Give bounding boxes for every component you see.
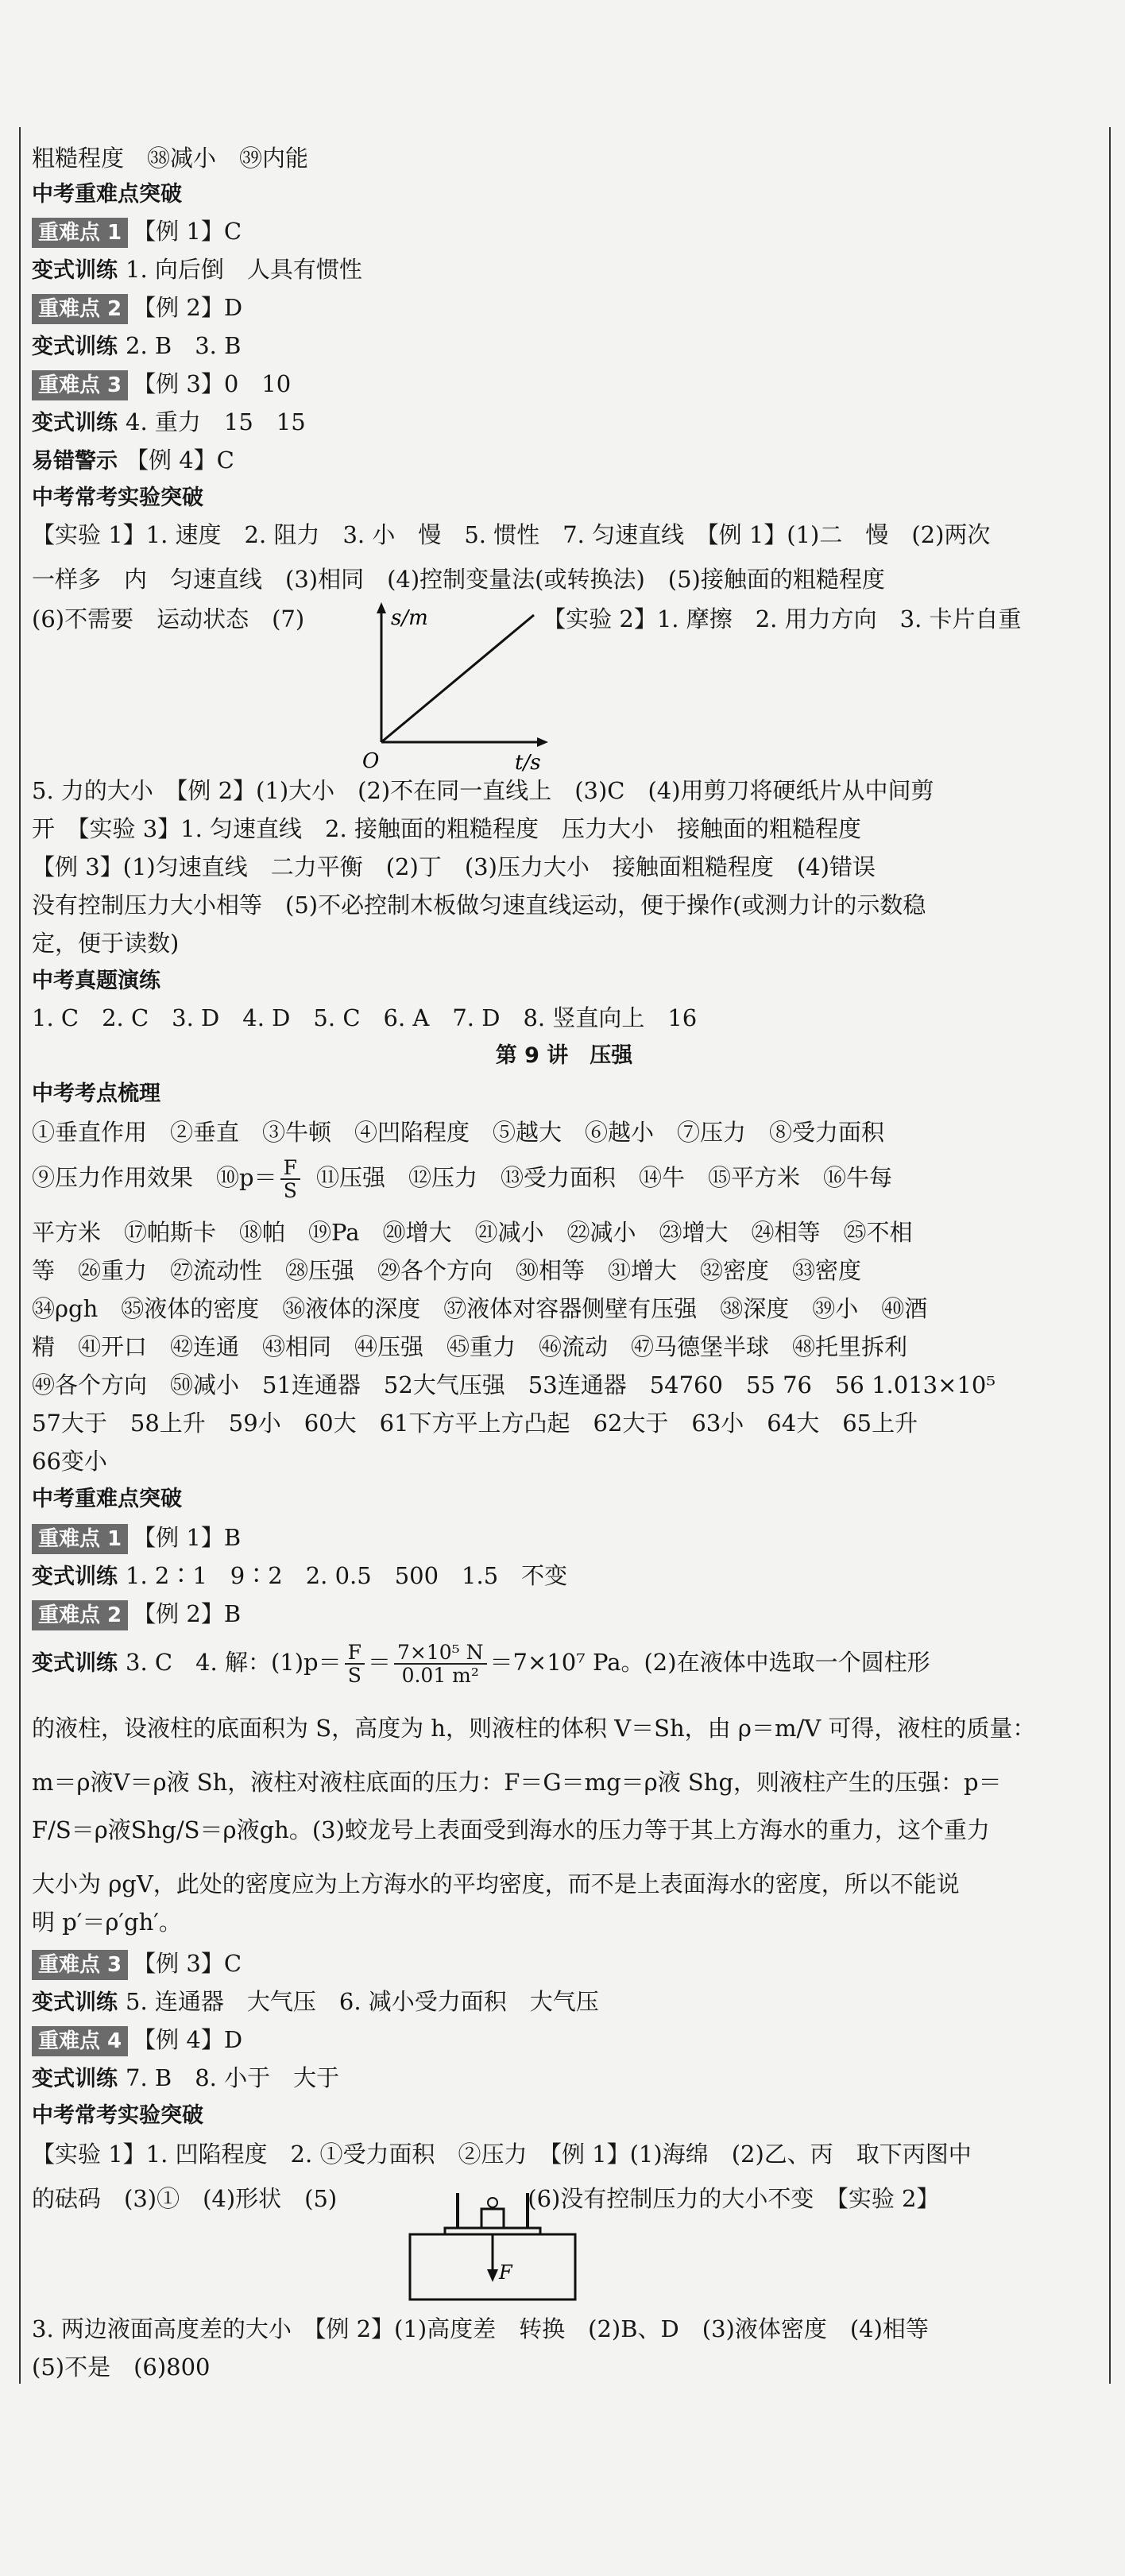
variant-label: 变式训练	[32, 2067, 118, 2091]
text-line: 变式训练 3. C 4. 解：(1)p＝ $\frac{F}{S}$ ＝ $\frac{\text{7×10⁵ N}}{\text{0.01 m²}}$ ＝7×10⁷ Pa。(2)在液体中选取一个圆柱形	[32, 1640, 930, 1687]
force-arrowhead	[487, 2269, 498, 2282]
origin-label: O	[362, 749, 380, 773]
text-line: 明 p′＝ρ′gh′。	[32, 1909, 182, 1936]
pressure-fraction	[280, 1157, 300, 1202]
key-point-tag: 重难点 3	[32, 370, 128, 400]
variant-label: 变式训练	[32, 411, 118, 435]
text-line: 66变小	[32, 1448, 107, 1475]
answer-text: (6)不需要 运动状态 (7)	[32, 605, 305, 632]
answer-text: 5. 连通器 大气压 6. 减小受力面积 大气压	[126, 1988, 599, 2015]
text-line: 一样多 内 匀速直线 (3)相同 (4)控制变量法(或转换法) (5)接触面的粗糙程度	[32, 566, 885, 593]
text-line: F/S＝ρ液Shg/S＝ρ液gh。(3)蛟龙号上表面受到海水的压力等于其上方海水的重力，这个重力	[32, 1816, 990, 1843]
answer-text: 【例 2】D	[133, 294, 243, 321]
text-line: 等 ㉖重力 ㉗流动性 ㉘压强 ㉙各个方向 ㉚相等 ㉛增大 ㉜密度 ㉝密度	[32, 1257, 862, 1284]
text-line	[32, 1595, 1096, 1632]
weight-block	[481, 2209, 504, 2228]
answer-text: 【例 3】0 10	[133, 370, 292, 397]
answer-text: 3. C 4. 解：(1)p＝	[126, 1649, 342, 1676]
answer-text: 【例 4】D	[133, 2026, 243, 2053]
text-line: 【实验 1】1. 凹陷程度 2. ①受力面积 ②压力 【例 1】(1)海绵 (2)乙、丙 取下丙图中	[32, 2141, 972, 2168]
answer-text: 【例 3】C	[133, 1950, 242, 1977]
variant-label: 变式训练	[32, 1651, 118, 1676]
variant-label: 变式训练	[32, 1990, 118, 2015]
answer-text: 1. 2∶1 9∶2 2. 0.5 500 1.5 不变	[126, 1562, 568, 1589]
key-point-tag: 重难点 1	[32, 218, 128, 248]
variant-label: 变式训练	[32, 1565, 118, 1589]
text-line: ①垂直作用 ②垂直 ③牛顿 ④凹陷程度 ⑤越大 ⑥越小 ⑦压力 ⑧受力面积	[32, 1119, 885, 1146]
graph-line	[381, 615, 534, 742]
text-line	[32, 2021, 1096, 2058]
text-line: 1. C 2. C 3. D 4. D 5. C 6. A 7. D 8. 竖直向上 16	[32, 1004, 698, 1031]
fraction-denominator: 0.01 m²	[401, 1664, 479, 1687]
y-axis-arrow	[377, 602, 386, 613]
answer-text: 1. 向后倒 人具有惯性	[126, 256, 362, 283]
text-line: 没有控制压力大小相等 (5)不必控制木板做匀速直线运动，便于操作(或测力计的示数稳	[32, 892, 926, 919]
text-line: 5. 力的大小 【例 2】(1)大小 (2)不在同一直线上 (3)C (4)用剪刀将硬纸片从中间剪	[32, 777, 934, 804]
value-fraction	[394, 1642, 487, 1687]
s-t-graph	[350, 598, 564, 776]
warning-label: 易错警示	[32, 449, 118, 474]
text-line	[32, 1983, 1096, 2021]
left-border	[19, 127, 21, 2384]
answer-text: 【例 1】B	[133, 1524, 242, 1551]
pressure-fraction	[345, 1642, 365, 1687]
text-line: 开 【实验 3】1. 匀速直线 2. 接触面的粗糙程度 压力大小 接触面的粗糙程度	[32, 815, 861, 842]
x-axis-label: t/s	[515, 751, 541, 775]
text-line: m＝ρ液V＝ρ液 Sh，液柱对液柱底面的压力：F＝G＝mg＝ρ液 Shg，则液柱产生的压强：p＝	[32, 1769, 1002, 1796]
section-heading: 中考重难点突破	[32, 1487, 182, 1511]
fraction-numerator: 7×10⁵ N	[394, 1642, 487, 1665]
right-border	[1109, 127, 1111, 2384]
text-line	[32, 327, 1096, 366]
fraction-denominator: S	[283, 1179, 297, 1202]
text-line	[32, 2060, 1096, 2098]
text-line: 57大于 58上升 59小 60大 61下方平上方凸起 62大于 63小 64大 65上升	[32, 1410, 918, 1437]
text-line	[32, 251, 1096, 289]
section-heading: 中考常考实验突破	[32, 485, 203, 510]
text-line: 的液柱，设液柱的底面积为 S，高度为 h，则液柱的体积 V＝Sh，由 ρ＝m/V 可得，液柱的质量：	[32, 1715, 1036, 1742]
text-line	[32, 1945, 1096, 1982]
key-point-tag: 重难点 1	[32, 1524, 128, 1554]
text-line	[32, 213, 1096, 249]
text-line: 【实验 1】1. 速度 2. 阻力 3. 小 慢 5. 惯性 7. 匀速直线 【例 1】(1)二 慢 (2)两次	[32, 521, 991, 548]
text-line: 粗糙程度 ㊳减小 ㊴内能	[32, 145, 309, 172]
text-line	[32, 601, 1096, 637]
answer-text: 4. 重力 15 15	[126, 408, 306, 435]
text-line: ㊾各个方向 ㊿减小 51连通器 52大气压强 53连通器 54760 55 76 56 1.013×10⁵	[32, 1371, 995, 1398]
section-heading: 中考真题演练	[32, 969, 160, 993]
text-line	[32, 1154, 1096, 1209]
key-point-tag: 重难点 2	[32, 294, 128, 324]
key-point-tag: 重难点 2	[32, 1600, 128, 1630]
text-line: 【例 3】(1)匀速直线 二力平衡 (2)丁 (3)压力大小 接触面粗糙程度 (4)错误	[32, 853, 876, 880]
text-line: 3. 两边液面高度差的大小 【例 2】(1)高度差 转换 (2)B、D (3)液体密度 (4)相等	[32, 2315, 929, 2342]
text-line: 大小为 ρgV，此处的密度应为上方海水的平均密度，而不是上表面海水的密度，所以不能说	[32, 1870, 960, 1897]
text-line	[32, 366, 1096, 402]
fraction-denominator: S	[347, 1664, 361, 1687]
text-line	[32, 442, 1096, 480]
text-line: 定，便于读数)	[32, 930, 180, 957]
lecture-title: 第 9 讲 压强	[495, 1043, 633, 1068]
answer-text: ⑨压力作用效果 ⑩p＝	[32, 1164, 277, 1191]
text-line: 平方米 ⑰帕斯卡 ⑱帕 ⑲Pa ⑳增大 ㉑减小 ㉒减小 ㉓增大 ㉔相等 ㉕不相	[32, 1219, 913, 1246]
answer-text: ⑪压强 ⑫压力 ⑬受力面积 ⑭牛 ⑮平方米 ⑯牛每	[315, 1164, 892, 1191]
key-point-tag: 重难点 3	[32, 1950, 128, 1980]
key-point-tag: 重难点 4	[32, 2026, 128, 2056]
answer-text: 【例 2】B	[133, 1600, 242, 1627]
answer-text: 【实验 2】1. 摩擦 2. 用力方向 3. 卡片自重	[543, 605, 1022, 632]
answer-text: 2. B 3. B	[126, 332, 242, 359]
fraction-numerator: F	[280, 1157, 300, 1181]
text-line: 精 ㊶开口 ㊷连通 ㊸相同 ㊹压强 ㊺重力 ㊻流动 ㊼马德堡半球 ㊽托里拆利	[32, 1333, 908, 1360]
section-heading: 中考考点梳理	[32, 1081, 160, 1106]
text-line: (5)不是 (6)800	[32, 2354, 211, 2381]
fraction-numerator: F	[345, 1642, 365, 1665]
answer-text: 的砝码 (3)① (4)形状 (5)	[32, 2185, 338, 2212]
pressure-apparatus-figure	[405, 2185, 580, 2304]
answer-text: ＝7×10⁷ Pa。(2)在液体中选取一个圆柱形	[489, 1649, 930, 1676]
weight-knob	[488, 2198, 497, 2207]
text-line	[32, 1557, 1096, 1595]
answer-text: (6)没有控制压力的大小不变 【实验 2】	[528, 2185, 940, 2212]
text-line	[32, 289, 1096, 326]
text-line: ㉞ρgh ㉟液体的密度 ㊱液体的深度 ㊲液体对容器侧壁有压强 ㊳深度 ㊴小 ㊵酒	[32, 1295, 928, 1322]
answer-text: 【例 1】C	[133, 218, 242, 245]
section-heading: 中考重难点突破	[32, 182, 182, 207]
x-axis-arrow	[537, 737, 548, 747]
text-line	[32, 404, 1096, 442]
variant-label: 变式训练	[32, 258, 118, 283]
answer-text: 【例 4】C	[126, 447, 234, 474]
force-label: F	[499, 2261, 512, 2284]
answer-text: 7. B 8. 小于 大于	[126, 2064, 340, 2091]
y-axis-label: s/m	[391, 606, 428, 630]
variant-label: 变式训练	[32, 335, 118, 359]
section-heading: 中考常考实验突破	[32, 2103, 203, 2128]
text-line	[32, 1519, 1096, 1556]
